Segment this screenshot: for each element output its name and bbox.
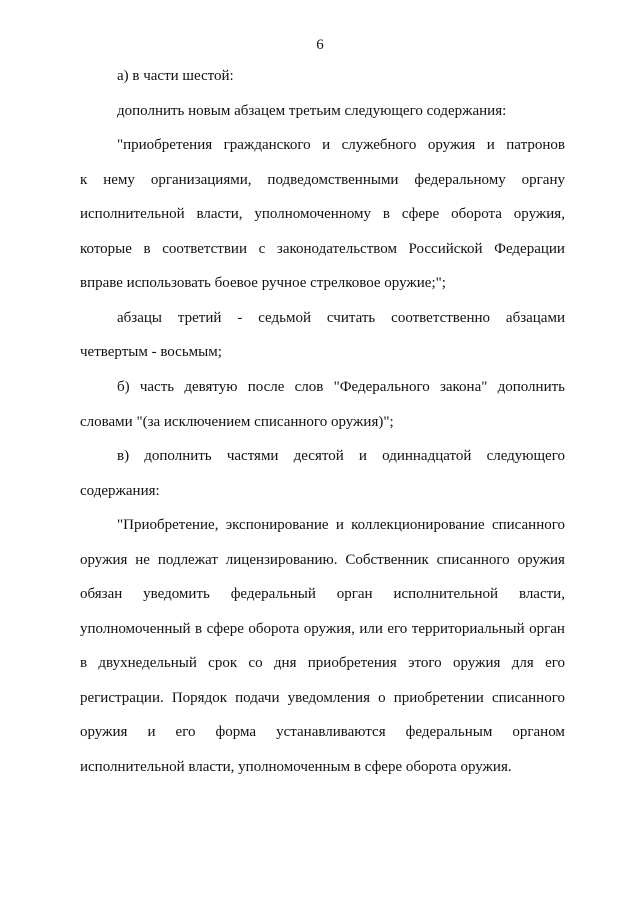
text-line: оружия и его форма устанавливаются федеральным органом: [80, 724, 565, 740]
text-line: вправе использовать боевое ручное стрелковое оружие;";: [80, 275, 446, 291]
text-line: дополнить новым абзацем третьим следующего содержания:: [117, 103, 507, 119]
text-line: в двухнедельный срок со дня приобретения этого оружия для его: [80, 655, 565, 671]
text-line: которые в соответствии с законодательством Российской Федерации: [80, 241, 565, 257]
text-line: "Приобретение, экспонирование и коллекционирование списанного: [117, 517, 565, 533]
text-line: б) часть девятую после слов "Федерального закона" дополнить: [117, 379, 565, 395]
text-line: уполномоченный в сфере оборота оружия, или его территориальный орган: [80, 621, 565, 637]
text-line: оружия не подлежат лицензированию. Собственник списанного оружия: [80, 552, 565, 568]
text-line: четвертым - восьмым;: [80, 344, 222, 360]
text-line: в) дополнить частями десятой и одиннадцатой следующего: [117, 448, 565, 464]
text-line: исполнительной власти, уполномоченному в сфере оборота оружия,: [80, 206, 565, 222]
text-line: исполнительной власти, уполномоченным в сфере оборота оружия.: [80, 759, 512, 775]
text-line: к нему организациями, подведомственными федеральному органу: [80, 172, 565, 188]
text-line: регистрации. Порядок подачи уведомления о приобретении списанного: [80, 690, 565, 706]
text-line: обязан уведомить федеральный орган исполнительной власти,: [80, 586, 565, 602]
page-number: 6: [316, 37, 324, 53]
text-line: содержания:: [80, 483, 160, 499]
text-line: "приобретения гражданского и служебного оружия и патронов: [117, 137, 565, 153]
text-line: словами "(за исключением списанного оружия)";: [80, 414, 394, 430]
text-line: а) в части шестой:: [117, 68, 234, 84]
text-line: абзацы третий - седьмой считать соответственно абзацами: [117, 310, 565, 326]
